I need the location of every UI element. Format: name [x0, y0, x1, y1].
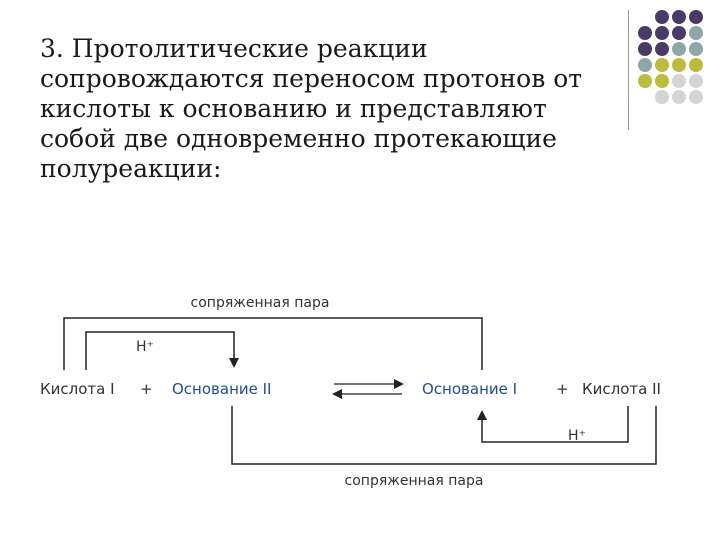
decorative-dot: [655, 26, 669, 40]
bottom-conjugate-label: сопряженная пара: [344, 473, 484, 489]
decorative-dot: [655, 10, 669, 24]
decorative-dot: [689, 26, 703, 40]
base-one: Основание I: [422, 380, 518, 398]
proton-transfer-arrow-right: [482, 406, 628, 442]
plus-sign-left: +: [140, 380, 153, 398]
decorative-dot: [638, 58, 652, 72]
decorative-dot: [672, 42, 686, 56]
plus-sign-right: +: [556, 380, 569, 398]
decorative-dot: [689, 90, 703, 104]
body-line: собой две одновременно протекающие: [40, 124, 557, 153]
decorative-dot: [655, 42, 669, 56]
decorative-dot: [689, 42, 703, 56]
decorative-dot: [672, 58, 686, 72]
proton-transfer-arrow-left: [86, 332, 234, 370]
slide-body-text: [40, 34, 640, 184]
decorative-dot-grid: [638, 10, 720, 110]
decorative-dot: [672, 90, 686, 104]
body-line: кислоты к основанию и представляют: [40, 94, 547, 123]
decorative-dot: [672, 26, 686, 40]
proton-label-right: H⁺: [568, 428, 586, 444]
decorative-dot: [689, 10, 703, 24]
decorative-dot: [638, 42, 652, 56]
decorative-divider: [628, 10, 629, 130]
decorative-dot: [638, 74, 652, 88]
decorative-dot: [655, 58, 669, 72]
base-two: Основание II: [172, 380, 272, 398]
acid-one: Кислота I: [40, 380, 115, 398]
decorative-dot: [672, 10, 686, 24]
decorative-dot: [655, 74, 669, 88]
bottom-conjugate-bracket: [232, 406, 656, 464]
top-conjugate-bracket: [64, 318, 482, 370]
decorative-dot: [689, 58, 703, 72]
body-line: 3. Протолитические реакции: [40, 34, 428, 63]
decorative-dot: [655, 90, 669, 104]
acid-two: Кислота II: [582, 380, 661, 398]
decorative-dot: [638, 26, 652, 40]
body-line: полуреакции:: [40, 154, 222, 183]
top-conjugate-label: сопряженная пара: [190, 295, 330, 311]
conjugate-pair-diagram: [0, 270, 720, 500]
decorative-dot: [689, 74, 703, 88]
body-line: сопровождаются переносом протонов от: [40, 64, 583, 93]
proton-label-left: H⁺: [136, 339, 154, 355]
decorative-dot: [672, 74, 686, 88]
